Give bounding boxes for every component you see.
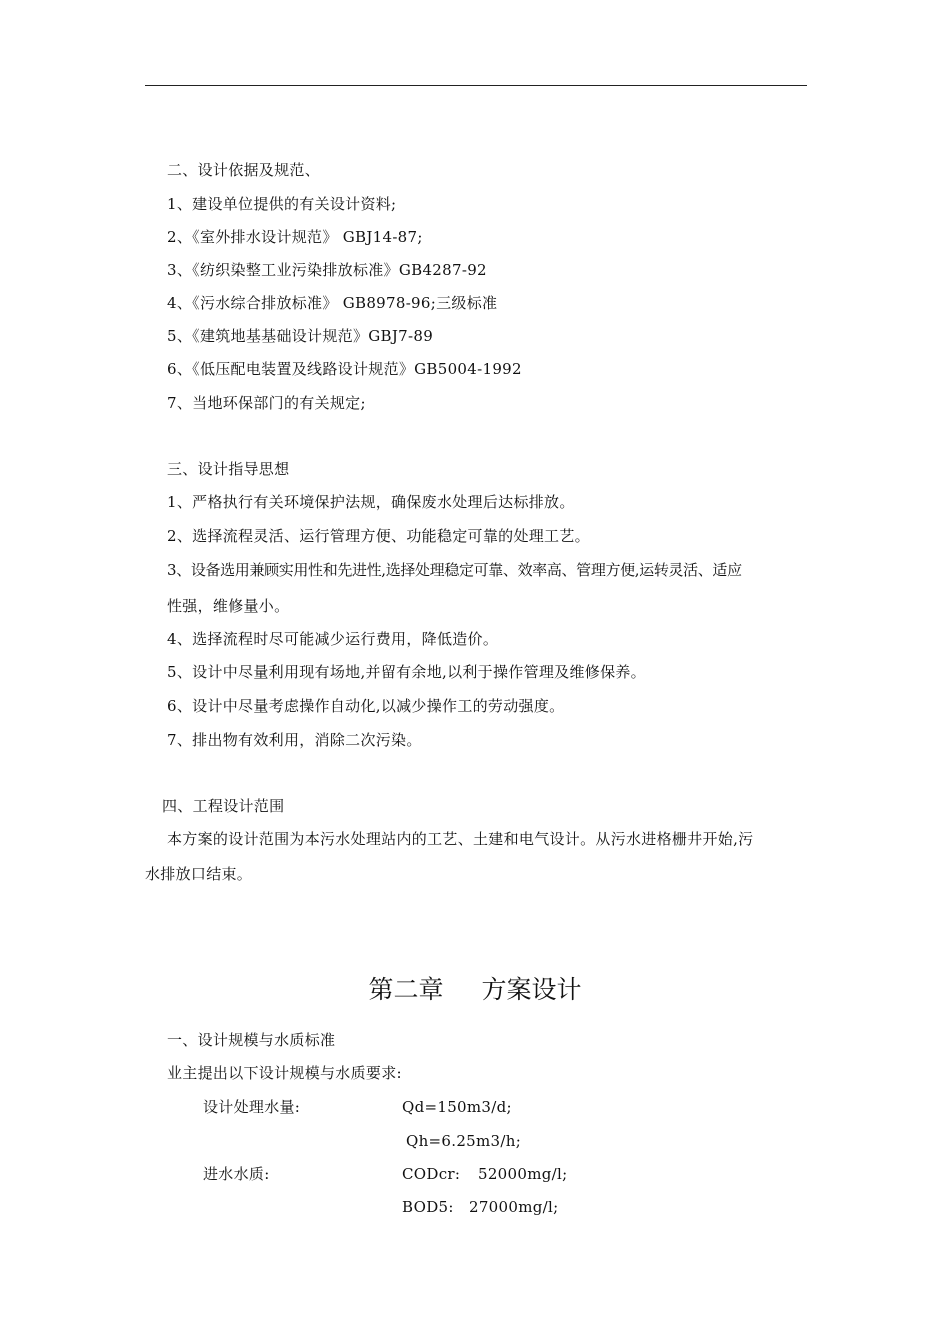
header-rule [145,85,807,86]
section4-line-2: 水排放口结束。 [145,865,253,883]
bod-label: BOD5: [402,1198,454,1216]
section4-heading: 四、工程设计范围 [162,797,285,815]
chapter-label: 第二章 [368,975,444,1004]
qh-value: Qh=6.25m3/h; [406,1132,522,1150]
section3-item-6: 6、设计中尽量考虑操作自动化,以减少操作工的劳动强度。 [167,697,565,715]
section3-item-4: 4、选择流程时尽可能减少运行费用，降低造价。 [167,630,499,648]
chapter-title [0,975,950,1005]
section3-item-2: 2、选择流程灵活、运行管理方便、功能稳定可靠的处理工艺。 [167,527,590,545]
cod-value: 52000mg/l; [478,1165,568,1183]
section2-item-1: 1、建设单位提供的有关设计资料; [167,195,397,213]
section3-heading: 三、设计指导思想 [167,460,290,478]
section3-item-5: 5、设计中尽量利用现有场地,并留有余地,以利于操作管理及维修保养。 [167,663,646,681]
section2-item-3: 3、《纺织染整工业污染排放标准》GB4287-92 [167,261,487,279]
capacity-label: 设计处理水量: [203,1098,301,1116]
section2-heading: 二、设计依据及规范、 [167,161,321,179]
section4-line-1: 本方案的设计范围为本污水处理站内的工艺、土建和电气设计。从污水进格栅井开始,污 [167,830,754,848]
influent-label: 进水水质: [203,1165,270,1183]
section2-item-6: 6、《低压配电装置及线路设计规范》GB5004-1992 [167,360,522,378]
section3-item-7: 7、排出物有效利用，消除二次污染。 [167,731,422,749]
chapter-name: 方案设计 [481,975,582,1004]
section2-item-4: 4、《污水综合排放标准》 GB8978-96;三级标准 [167,294,498,312]
section2-item-7: 7、当地环保部门的有关规定; [167,394,366,412]
section2-item-5: 5、《建筑地基基础设计规范》GBJ7-89 [167,327,434,345]
section3-item-1: 1、严格执行有关环境保护法规，确保废水处理后达标排放。 [167,493,575,511]
bod-value: 27000mg/l; [469,1198,559,1216]
scale-heading: 一、设计规模与水质标准 [167,1031,336,1049]
cod-label: CODcr: [402,1165,461,1183]
section2-item-2: 2、《室外排水设计规范》 GBJ14-87; [167,228,423,246]
section3-item-3: 3、设备选用兼顾实用性和先进性,选择处理稳定可靠、效率高、管理方便,运转灵活、适应 [167,561,742,579]
qd-value: Qd=150m3/d; [402,1098,512,1116]
scale-intro: 业主提出以下设计规模与水质要求: [167,1064,402,1082]
section3-item-3-cont: 性强，维修量小。 [167,597,290,615]
